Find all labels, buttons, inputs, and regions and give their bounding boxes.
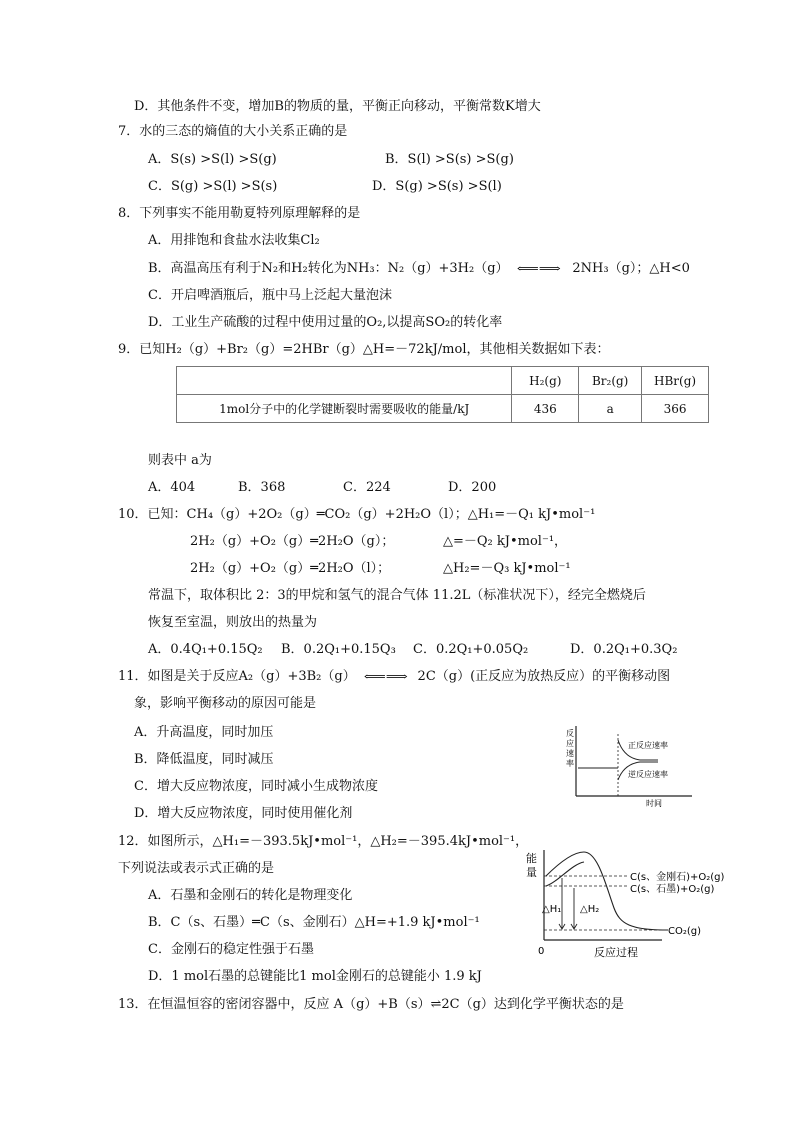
graphite-label: C(s、石墨)+O₂(g) bbox=[630, 884, 715, 895]
bond-energy-table bbox=[176, 366, 709, 423]
rate-time-graph bbox=[560, 722, 700, 808]
q8-option-b bbox=[148, 260, 690, 278]
q10-stem: 10．已知：CH₄（g）+2O₂（g）═CO₂（g）+2H₂O（l）；△H₁=－Q₁ kJ•mol⁻¹ bbox=[118, 507, 596, 522]
q11-stem-line2: 象，影响平衡移动的原因可能是 bbox=[134, 696, 317, 711]
table-header-cell: HBr(g) bbox=[642, 367, 709, 395]
q10-eq2-enthalpy: △=－Q₂ kJ•mol⁻¹， bbox=[443, 534, 568, 549]
q7-option-c: C．S(g) >S(l) >S(s) bbox=[148, 179, 278, 194]
table-cell: 1mol分子中的化学键断裂时需要吸收的能量/kJ bbox=[177, 395, 512, 423]
q8-stem: 8．下列事实不能用勒夏特列原理解释的是 bbox=[118, 206, 361, 221]
q10-eq3-reaction: 2H₂（g）+O₂（g）═2H₂O（l）； bbox=[190, 561, 391, 576]
reverse-rate-label: 逆反应速率 bbox=[628, 770, 668, 779]
q10-text-line1: 常温下，取体积比 2：3的甲烷和氢气的混合气体 11.2L（标准状况下），经完全燃烧后 bbox=[148, 588, 646, 603]
q10-option-b: B．0.2Q₁+0.15Q₃ bbox=[281, 642, 396, 657]
rate-axis-label-2: 应 bbox=[566, 739, 574, 748]
co2-label: CO₂(g) bbox=[668, 926, 702, 937]
energy-axis-label-2: 量 bbox=[526, 866, 537, 879]
q8-option-c: C．开启啤酒瓶后，瓶中马上泛起大量泡沫 bbox=[148, 288, 392, 303]
q13-stem: 13．在恒温恒容的密闭容器中，反应 A（g）+B（s）⇌2C（g）达到化学平衡状态的是 bbox=[118, 997, 624, 1012]
q10-option-d: D．0.2Q₁+0.3Q₂ bbox=[570, 642, 678, 657]
graphite-energy-curve bbox=[546, 862, 584, 886]
q12-option-c: C．金刚石的稳定性强于石墨 bbox=[148, 942, 314, 957]
time-axis-label: 时间 bbox=[646, 799, 662, 808]
q10-option-a: A．0.4Q₁+0.15Q₂ bbox=[148, 642, 263, 657]
dh2-label: △H₂ bbox=[580, 904, 600, 915]
energy-diagram bbox=[522, 846, 744, 960]
q8-option-d: D．工业生产硫酸的过程中使用过量的O₂,以提高SO₂的转化率 bbox=[148, 315, 503, 330]
q9-option-c: C．224 bbox=[343, 480, 391, 495]
q9-option-d: D．200 bbox=[448, 480, 497, 495]
energy-axis-label-1: 能 bbox=[526, 852, 537, 865]
q12-stem: 12．如图所示，△H₁=－393.5kJ•mol⁻¹，△H₂=－395.4kJ•mol⁻¹， bbox=[118, 834, 529, 849]
q10-eq3-enthalpy: △H₂=－Q₃ kJ•mol⁻¹ bbox=[443, 561, 571, 576]
q7-option-d: D．S(g) >S(s) >S(l) bbox=[372, 179, 502, 194]
rate-axis-label-1: 反 bbox=[566, 729, 574, 738]
q11-stem bbox=[118, 668, 670, 686]
q11-option-a: A．升高温度，同时加压 bbox=[134, 725, 274, 740]
q6-option-d: D．其他条件不变，增加B的物质的量，平衡正向移动，平衡常数K增大 bbox=[134, 99, 541, 114]
table-header-cell: H₂(g) bbox=[512, 367, 579, 395]
origin-label: 0 bbox=[538, 946, 545, 957]
q8-option-b-reactants: B．高温高压有利于N₂和H₂转化为NH₃：N₂（g）+3H₂（g） bbox=[148, 261, 509, 276]
table-cell: 366 bbox=[642, 395, 709, 423]
dh1-label: △H₁ bbox=[542, 904, 562, 915]
q9-option-b: B．368 bbox=[238, 480, 286, 495]
q8-option-a: A．用排饱和食盐水法收集Cl₂ bbox=[148, 233, 320, 248]
table-header-row bbox=[177, 367, 709, 395]
q9-follow-text: 则表中 a为 bbox=[148, 453, 212, 468]
q8-option-b-products: 2NH₃（g）；△H<0 bbox=[572, 261, 690, 276]
q12-option-b: B．C（s、石墨）═C（s、金刚石）△H=+1.9 kJ•mol⁻¹ bbox=[148, 915, 480, 930]
q9-stem: 9．已知H₂（g）+Br₂（g）=2HBr（g）△H=－72kJ/mol，其他相关数据如下表： bbox=[118, 342, 610, 357]
q10-eq2-reaction: 2H₂（g）+O₂（g）═2H₂O（g）； bbox=[190, 534, 395, 549]
table-cell: 436 bbox=[512, 395, 579, 423]
table-cell: a bbox=[579, 395, 642, 423]
q10-option-c: C．0.2Q₁+0.05Q₂ bbox=[413, 642, 529, 657]
table-header-cell bbox=[177, 367, 512, 395]
q11-option-d: D．增大反应物浓度，同时使用催化剂 bbox=[134, 806, 353, 821]
equilibrium-arrow-icon: ⟸⟹ bbox=[516, 262, 561, 275]
equilibrium-arrow-icon: ⟸⟹ bbox=[363, 670, 408, 683]
forward-rate-label: 正反应速率 bbox=[628, 741, 668, 750]
q10-text-line2: 恢复至室温，则放出的热量为 bbox=[148, 615, 318, 630]
q7-stem: 7．水的三态的熵值的大小关系正确的是 bbox=[118, 124, 348, 139]
q7-option-a: A．S(s) >S(l) >S(g) bbox=[148, 152, 277, 167]
table-header-cell: Br₂(g) bbox=[579, 367, 642, 395]
diamond-label: C(s、金刚石)+O₂(g) bbox=[630, 872, 725, 883]
q11-option-b: B．降低温度，同时减压 bbox=[134, 752, 274, 767]
rate-axis-label-3: 速 bbox=[566, 749, 574, 758]
q12-option-d: D．1 mol石墨的总键能比1 mol金刚石的总键能小 1.9 kJ bbox=[148, 969, 482, 984]
q12-stem-line2: 下列说法或表示式正确的是 bbox=[118, 861, 275, 876]
q9-option-a: A．404 bbox=[148, 480, 196, 495]
q11-stem-products: 2C（g）(正反应为放热反应）的平衡移动图 bbox=[417, 669, 671, 684]
q11-option-c: C．增大反应物浓度，同时减小生成物浓度 bbox=[134, 779, 378, 794]
q11-stem-reactants: 11．如图是关于反应A₂（g）+3B₂（g） bbox=[118, 669, 356, 684]
table-row bbox=[177, 395, 709, 423]
rate-axis-label-4: 率 bbox=[566, 759, 574, 768]
q7-option-b: B．S(l) >S(s) >S(g) bbox=[385, 152, 514, 167]
q12-option-a: A．石墨和金刚石的转化是物理变化 bbox=[148, 888, 353, 903]
reaction-process-label: 反应过程 bbox=[594, 946, 638, 959]
